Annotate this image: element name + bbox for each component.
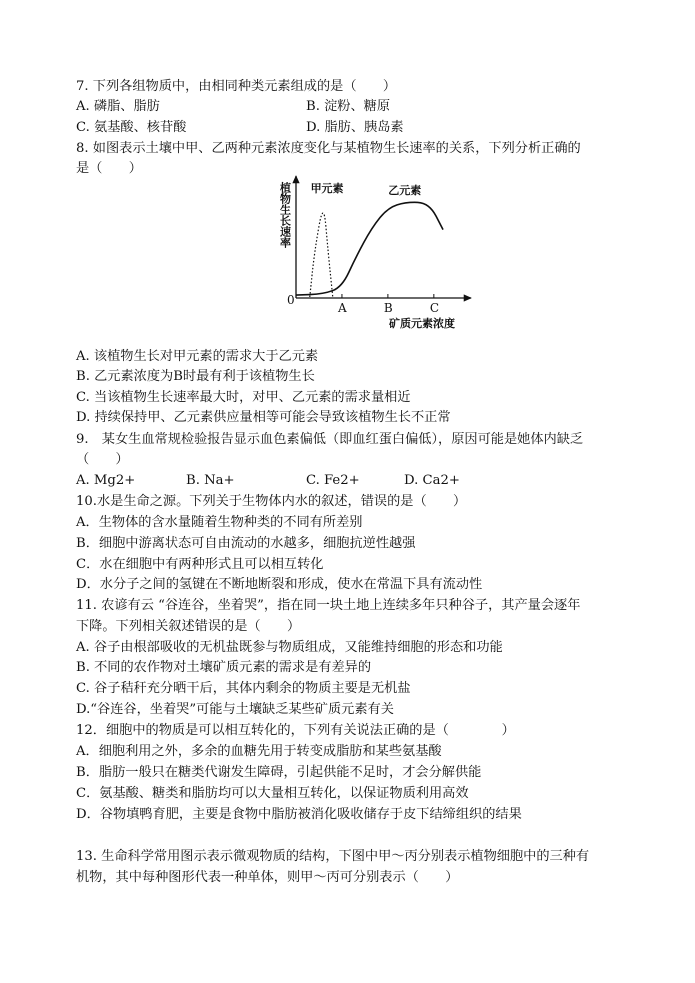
series-line-1 bbox=[296, 202, 443, 295]
q8-stem-line1: 8. 如图表示土壤中甲、乙两种元素浓度变化与某植物生长速率的关系，下列分析正确的 bbox=[76, 141, 581, 156]
q8-option-c: C. 当该植物生长速率最大时，对甲、乙元素的需求量相近 bbox=[76, 390, 411, 405]
y-axis-label: 植物生长速率 bbox=[278, 182, 292, 248]
q8-option-d: D. 持续保持甲、乙元素供应量相等可能会导致该植物生长不正常 bbox=[76, 410, 451, 425]
q13-stem-line1: 13. 生命科学常用图示表示微观物质的结构，下图中甲～丙分别表示植物细胞中的三种有 bbox=[76, 849, 590, 864]
q11-option-b: B. 不同的农作物对土壤矿质元素的需求是有差异的 bbox=[76, 660, 372, 675]
q7-stem: 7. 下列各组物质中，由相同种类元素组成的是（ ） bbox=[76, 79, 397, 94]
q7-option-c: C. 氨基酸、核苷酸 bbox=[76, 120, 187, 135]
q9-option-b: B. Na+ bbox=[186, 473, 235, 488]
x-tick-label-2: C bbox=[429, 301, 440, 315]
q8-option-b: B. 乙元素浓度为B时最有利于该植物生长 bbox=[76, 369, 315, 384]
q11-option-a: A. 谷子由根部吸收的无机盐既参与物质组成，又能维持细胞的形态和功能 bbox=[76, 640, 503, 655]
q12-option-d: D．谷物填鸭育肥，主要是食物中脂肪被消化吸收储存于皮下结缔组织的结果 bbox=[76, 807, 522, 822]
q8-stem-line2: 是（ ） bbox=[76, 161, 142, 176]
x-axis-label: 矿质元素浓度 bbox=[389, 317, 455, 330]
x-tick-label-1: B bbox=[383, 301, 393, 315]
q9-option-c: C. Fe2+ bbox=[306, 473, 360, 488]
series-line-0 bbox=[310, 213, 333, 297]
q9-option-a: A. Mg2+ bbox=[76, 473, 136, 488]
q12-option-b: B．脂肪一般只在糖类代谢发生障碍，引起供能不足时，才会分解供能 bbox=[76, 765, 482, 780]
q10-option-c: C．水在细胞中有两种形式且可以相互转化 bbox=[76, 557, 324, 572]
q11-option-d: D.“谷连谷，坐着哭”可能与土壤缺乏某些矿质元素有关 bbox=[76, 702, 394, 717]
q9-stem-line2: （ ） bbox=[76, 452, 129, 467]
q9-stem-line1: 9. 某女生血常规检验报告显示血色素偏低（即血红蛋白偏低），原因可能是她体内缺乏 bbox=[76, 432, 584, 447]
q11-stem-line1: 11. 农谚有云 “谷连谷，坐着哭”，指在同一块土地上连续多年只种谷子，其产量会逐年 bbox=[76, 598, 581, 613]
q7-option-b: B. 淀粉、糖原 bbox=[306, 99, 391, 114]
q9-option-d: D. Ca2+ bbox=[404, 473, 460, 488]
q8-option-a: A. 该植物生长对甲元素的需求大于乙元素 bbox=[76, 349, 319, 364]
q7-option-a: A. 磷脂、脂肪 bbox=[76, 99, 160, 114]
x-tick-label-0: A bbox=[337, 301, 347, 315]
q11-stem-line2: 下降。下列相关叙述错误的是（ ） bbox=[76, 619, 301, 634]
q12-stem: 12．细胞中的物质是可以相互转化的，下列有关说法正确的是（ ） bbox=[76, 723, 515, 738]
series-label-0: 甲元素 bbox=[310, 181, 344, 195]
q12-option-c: C．氨基酸、糖类和脂肪均可以大量相互转化，以保证物质利用高效 bbox=[76, 786, 469, 801]
q10-option-b: B．细胞中游离状态可自由流动的水越多，细胞抗逆性越强 bbox=[76, 536, 416, 551]
q10-option-a: A．生物体的含水量随着生物种类的不同有所差别 bbox=[76, 515, 363, 530]
q10-stem: 10.水是生命之源。下列关于生物体内水的叙述，错误的是（ ） bbox=[76, 494, 467, 509]
q12-option-a: A．细胞利用之外，多余的血糖先用于转变成脂肪和某些氨基酸 bbox=[76, 744, 442, 759]
origin-label: 0 bbox=[287, 293, 295, 307]
series-label-1: 乙元素 bbox=[388, 183, 422, 197]
growth-rate-chart bbox=[276, 170, 476, 333]
q11-option-c: C. 谷子秸秆充分晒干后，其体内剩余的物质主要是无机盐 bbox=[76, 681, 411, 696]
q10-option-d: D．水分子之间的氢键在不断地断裂和形成，使水在常温下具有流动性 bbox=[76, 577, 483, 592]
q13-stem-line2: 机物，其中每种图形代表一种单体，则甲～丙可分别表示（ ） bbox=[76, 870, 459, 885]
q7-option-d: D. 脂肪、胰岛素 bbox=[306, 120, 404, 135]
